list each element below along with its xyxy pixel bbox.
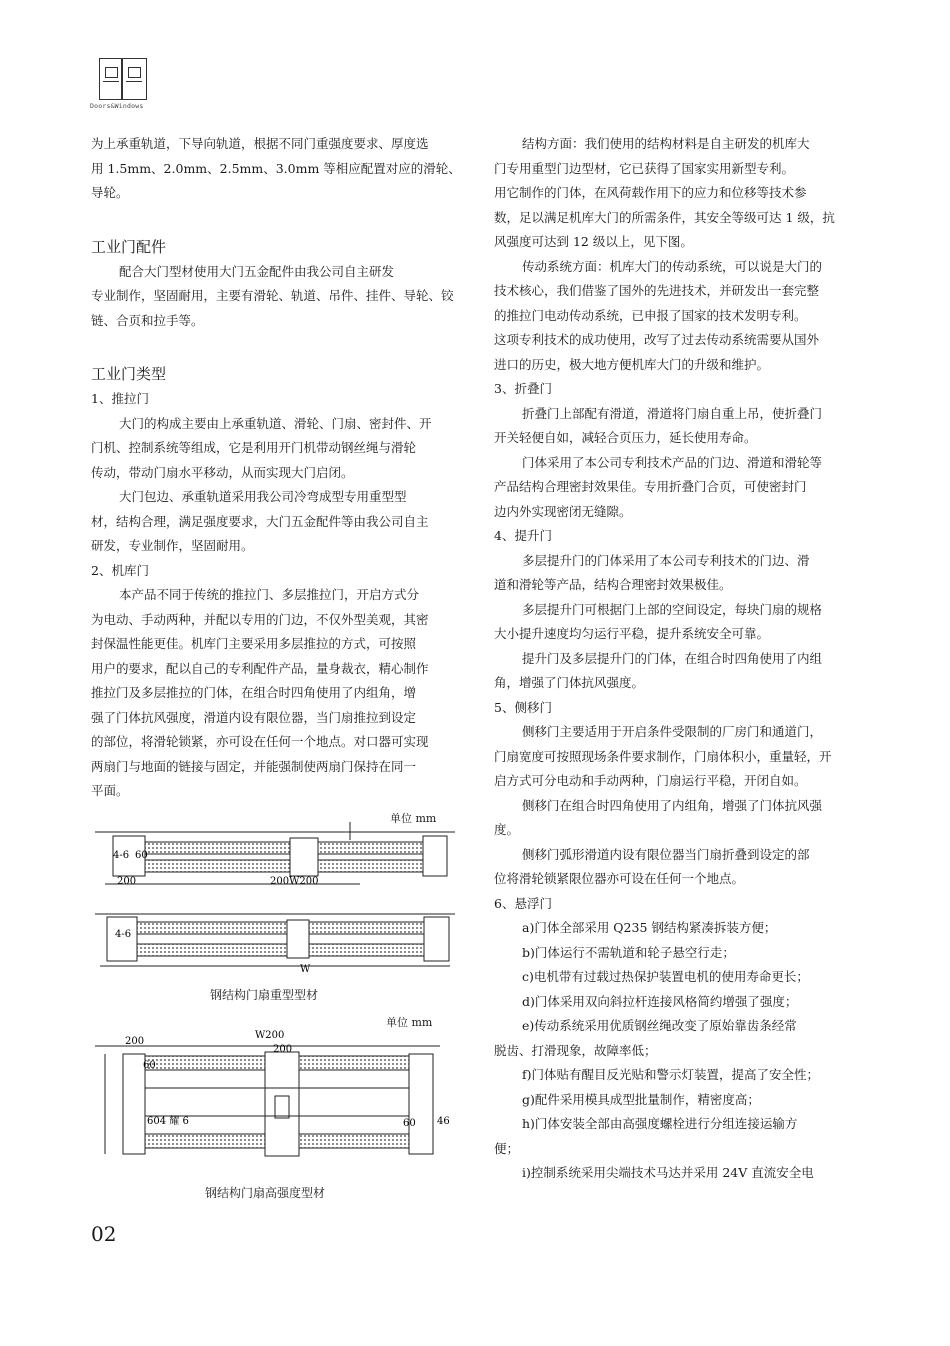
subheading-folding-door: 3、折叠门 [494, 381, 552, 396]
profile-diagram-heavy [95, 822, 455, 982]
figure2-unit: 单位 mm [386, 1016, 433, 1029]
profile-diagram-high-strength [95, 1026, 460, 1166]
paragraph-line: 平面。 [91, 783, 129, 798]
page-number: 02 [91, 1222, 117, 1246]
dim-label: 46 [437, 1116, 450, 1127]
intro-line: 用 1.5mm、2.0mm、2.5mm、3.0mm 等相应配置对应的滑轮、 [91, 160, 461, 176]
paragraph-line: 为电动、手动两种，并配以专用的门边，不仅外型美观，其密 [91, 611, 429, 627]
list-item: d)门体采用双向斜拉杆连接风格简约增强了强度； [522, 993, 798, 1009]
paragraph-line: 大小提升速度均匀运行平稳，提升系统安全可靠。 [494, 626, 770, 641]
paragraph-line: 的推拉门电动传动系统，已申报了国家的技术发明专利。 [494, 307, 807, 323]
paragraph-line: 边内外实现密闭无缝隙。 [494, 503, 632, 519]
dim-label: 200 [273, 1044, 293, 1055]
list-item-continuation: 便； [494, 1140, 520, 1156]
dim-label: 4-6 [115, 929, 132, 940]
paragraph-line: 传动，带动门扇水平移动，从而实现大门启闭。 [91, 464, 354, 480]
heading-parts: 工业门配件 [91, 237, 167, 256]
figure1-drawing [95, 822, 455, 982]
paragraph-line: 数，足以满足机库大门的所需条件，其安全等级可达 1 级，抗 [494, 209, 835, 225]
right-column [494, 132, 856, 1186]
paragraph-line: 提升门及多层提升门的门体，在组合时四角使用了内组 [522, 650, 823, 666]
list-item: c)电机带有过载过热保护装置电机的使用寿命更长； [522, 969, 809, 984]
paragraph-line: 产品结构合理密封效果佳。专用折叠门合页，可使密封门 [494, 479, 807, 494]
subheading-hangar-door: 2、机库门 [91, 562, 149, 578]
paragraph-line: 技术核心，我们借鉴了国外的先进技术，并研发出一套完整 [494, 283, 820, 298]
subheading-lift-door: 4、提升门 [494, 528, 552, 543]
paragraph-line: 进口的历史，极大地方便机库大门的升级和维护。 [494, 356, 770, 372]
paragraph-line: 两扇门与地面的链接与固定，并能强制使两扇门保持在同一 [91, 758, 417, 774]
list-item: b)门体运行不需轨道和轮子悬空行走； [522, 944, 735, 960]
paragraph-line: 侧移门主要适用于开启条件受限制的厂房门和通道门， [522, 724, 823, 739]
dim-label: W200 [255, 1030, 285, 1041]
paragraph-line: 门扇宽度可按照现场条件要求制作，门扇体积小，重量轻，开 [494, 748, 832, 764]
dim-label: 604 耀 6 [147, 1116, 189, 1127]
parts-line: 专业制作，坚固耐用，主要有滑轮、轨道、吊件、挂件、导轮、铰 [91, 288, 454, 303]
figure1-unit: 单位 mm [390, 812, 437, 825]
paragraph-line: 侧移门在组合时四角使用了内组角，增强了门体抗风强 [522, 797, 823, 813]
brand-logo [90, 58, 152, 110]
paragraph-line: 角，增强了门体抗风强度。 [494, 675, 645, 690]
paragraph-line: 的部位，将滑轮锁紧，亦可设在任何一个地点。对口器可实现 [91, 734, 429, 749]
paragraph-line: 门机、控制系统等组成，它是利用开门机带动钢丝绳与滑轮 [91, 440, 417, 455]
figure2-caption: 钢结构门扇高强度型材 [205, 1186, 326, 1200]
paragraph-line: 这项专利技术的成功使用，改写了过去传动系统需要从国外 [494, 332, 820, 347]
subheading-floating-door: 6、悬浮门 [494, 895, 552, 911]
heading-types: 工业门类型 [91, 365, 167, 383]
paragraph-line: 材，结构合理，满足强度要求，大门五金配件等由我公司自主 [91, 513, 429, 529]
paragraph-line: 道和滑轮等产品，结构合理密封效果极佳。 [494, 577, 732, 592]
door-logo-icon [99, 58, 147, 100]
paragraph-line: 研发，专业制作，坚固耐用。 [91, 538, 254, 553]
paragraph-line: 强了门体抗风强度，滑道内设有限位器，当门扇推拉到设定 [91, 709, 417, 725]
dim-label: 200W200 [270, 876, 319, 887]
list-item: f)门体贴有醒目反光贴和警示灯装置，提高了安全性； [522, 1067, 820, 1082]
subheading-side-door: 5、侧移门 [494, 699, 552, 715]
dim-label: 4-6 [113, 850, 130, 861]
list-item: a)门体全部采用 Q235 钢结构紧凑拆装方便； [522, 920, 777, 935]
paragraph-line: 多层提升门的门体采用了本公司专利技术的门边、滑 [522, 552, 810, 568]
paragraph-line: 传动系统方面：机库大门的传动系统，可以说是大门的 [522, 258, 823, 274]
list-item-continuation: 脱齿、打滑现象，故障率低； [494, 1042, 657, 1058]
dim-label: 200 [125, 1036, 145, 1047]
paragraph-line: 侧移门弧形滑道内设有限位器当门扇折叠到设定的部 [522, 846, 810, 862]
logo-text: Doors&Windows [90, 102, 144, 110]
subheading-sliding-door: 1、推拉门 [91, 391, 149, 406]
figure1-caption: 钢结构门扇重型型材 [210, 988, 319, 1002]
paragraph-line: 本产品不同于传统的推拉门、多层推拉门，开启方式分 [119, 587, 420, 602]
intro-line: 为上承重轨道，下导向轨道，根据不同门重强度要求、厚度选 [91, 136, 429, 151]
paragraph-line: 大门的构成主要由上承重轨道、滑轮、门扇、密封件、开 [119, 415, 432, 431]
dim-label: 200 [117, 876, 137, 887]
left-column [91, 132, 471, 804]
dim-label: 60 [143, 1060, 156, 1071]
list-item: g)配件采用模具成型批量制作，精密度高； [522, 1091, 760, 1107]
paragraph-line: 位将滑轮锁紧限位器亦可设在任何一个地点。 [494, 871, 745, 886]
paragraph-line: 用户的要求，配以自己的专利配件产品，量身裁衣，精心制作 [91, 660, 429, 676]
paragraph-line: 结构方面：我们使用的结构材料是自主研发的机库大 [522, 136, 810, 151]
paragraph-line: 折叠门上部配有滑道，滑道将门扇自重上吊，使折叠门 [522, 405, 823, 421]
parts-line: 链、合页和拉手等。 [91, 312, 204, 328]
list-item: i)控制系统采用尖端技术马达并采用 24V 直流安全电 [522, 1165, 814, 1180]
paragraph-line: 门体采用了本公司专利技术产品的门边、滑道和滑轮等 [522, 454, 823, 470]
paragraph-line: 封保温性能更佳。机库门主要采用多层推拉的方式，可按照 [91, 636, 417, 651]
paragraph-line: 推拉门及多层推拉的门体，在组合时四角使用了内组角，增 [91, 685, 417, 700]
parts-line: 配合大门型材使用大门五金配件由我公司自主研发 [119, 263, 395, 279]
paragraph-line: 门专用重型门边型材，它已获得了国家实用新型专利。 [494, 160, 795, 176]
dim-label: W [300, 964, 311, 975]
list-item: h)门体安装全部由高强度螺栓进行分组连接运输方 [522, 1116, 798, 1131]
paragraph-line: 风强度可达到 12 级以上，见下图。 [494, 234, 693, 249]
paragraph-line: 启方式可分电动和手动两种，门扇运行平稳，开闭自如。 [494, 773, 807, 788]
paragraph-line: 用它制作的门体，在风荷载作用下的应力和位移等技术参 [494, 185, 807, 200]
paragraph-line: 多层提升门可根据门上部的空间设定，每块门扇的规格 [522, 601, 823, 617]
figure2-drawing [95, 1026, 460, 1166]
list-item: e)传动系统采用优质钢丝绳改变了原始靠齿条经常 [522, 1018, 797, 1033]
dim-label: 60 [135, 850, 148, 861]
paragraph-line: 大门包边、承重轨道采用我公司冷弯成型专用重型型 [119, 489, 407, 504]
dim-label: 60 [403, 1118, 416, 1129]
intro-line: 导轮。 [91, 185, 129, 200]
paragraph-line: 开关轻便自如，减轻合页压力，延长使用寿命。 [494, 430, 757, 445]
paragraph-line: 度。 [494, 822, 520, 837]
